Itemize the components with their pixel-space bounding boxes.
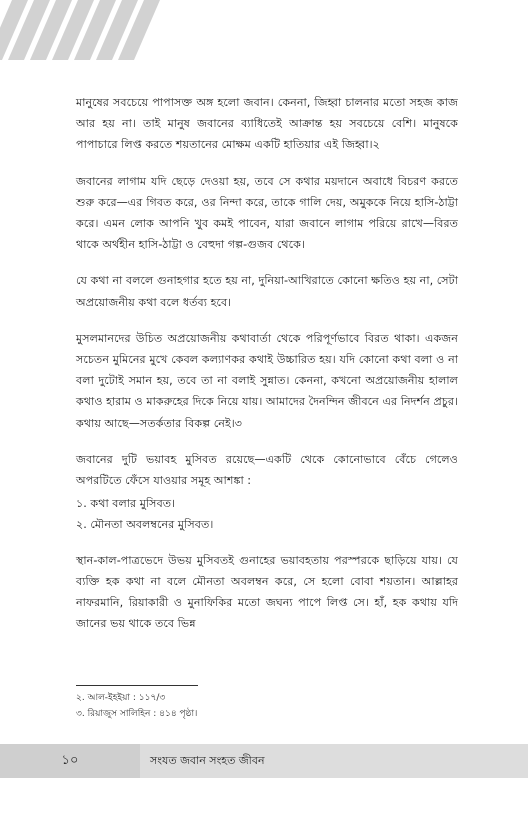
paragraph: স্থান-কাল-পাত্রভেদে উভয় মুসিবতই গুনাহের ভয়াবহতায় পরস্পরকে ছাড়িয়ে যায়। যে ব্যক্তি হক কথা না বলে মৌনতা অবলম্বন করে, সে হলো বোবা শয়তান। আল্লাহর নাফরমানি, রিয়াকারী ও মুনাফিকির মতো জঘন্য পাপে লিপ্ত সে। হাঁ, হক কথায় যদি জানের ভয় থাকে তবে ভিন্ন — [76, 553, 458, 631]
paragraph: যে কথা না বললে গুনাহগার হতে হয় না, দুনিয়া-আখিরাতে কোনো ক্ষতিও হয় না, সেটা অপ্রয়োজনীয় কথা বলে ধর্তব্য হবে। — [76, 274, 458, 309]
footnote-divider — [76, 685, 198, 686]
book-title: সংযত জবান সংহত জীবন — [150, 754, 265, 767]
main-text — [76, 92, 458, 649]
paragraph: মানুষের সবচেয়ে পাপাসক্ত অঙ্গ হলো জবান। কেননা, জিহ্বা চালনার মতো সহজ কাজ আর হয় না। তাই মানুষ জবানের ব্যাধিতেই আক্রান্ত হয় সবচেয়ে বেশি। মানুষকে পাপাচারে লিপ্ত করতে শয়তানের মোক্ষম একটি হাতিয়ার এই জিহ্বা।২ — [76, 96, 458, 152]
paragraph: মুসলমানদের উচিত অপ্রয়োজনীয় কথাবার্তা থেকে পরিপূর্ণভাবে বিরত থাকা। একজন সচেতন মুমিনের মুখে কেবল কল্যাণকর কথাই উচ্চারিত হয়। যদি কোনো কথা বলা ও না বলা দুটোই সমান হয়, তবে তা না বলাই সুন্নাত। কেননা, কখনো অপ্রয়োজনীয় হালাল কথাও হারাম ও মাকরুহের দিকে নিয়ে যায়। আমাদের দৈনন্দিন জীবনে এর নিদর্শন প্রচুর। কথায় আছে—সতর্কতার বিকল্প নেই।৩ — [76, 331, 458, 430]
list-item: ২. মৌনতা অবলম্বনের মুসিবত। — [76, 518, 214, 532]
page-number: ১০ — [0, 744, 140, 778]
footnotes — [76, 690, 458, 722]
paragraph: জবানের লাগাম যদি ছেড়ে দেওয়া হয়, তবে সে কথার ময়দানে অবাধে বিচরণ করতে শুরু করে—এর গিবত করে, ওর নিন্দা করে, তাকে গালি দেয়, অমুককে নিয়ে হাসি-ঠাট্টা করে। এমন লোক আপনি খুব কমই পাবেন, যারা জবানে লাগাম পরিয়ে রাখে—বিরত থাকে অর্থহীন হাসি-ঠাট্টা ও বেহুদা গল্প-গুজব থেকে। — [76, 174, 458, 252]
footnote: ৩. রিয়াজুস সালিহিন : ৪১৪ পৃষ্ঠা। — [76, 709, 198, 719]
paragraph: জবানের দুটি ভয়াবহ মুসিবত রয়েছে—একটি থেকে কোনোভাবে বেঁচে গেলেও অপরটিতে ফেঁসে যাওয়ার সমূহ আশঙ্কা : — [76, 452, 458, 488]
list-item: ১. কথা বলার মুসিবত। — [76, 497, 176, 511]
decorative-stripes — [0, 0, 160, 60]
numbered-list — [76, 493, 458, 535]
page-footer — [0, 744, 528, 778]
footnote: ২. আল-ইহইয়া : ১১৭/৩ — [76, 693, 166, 703]
